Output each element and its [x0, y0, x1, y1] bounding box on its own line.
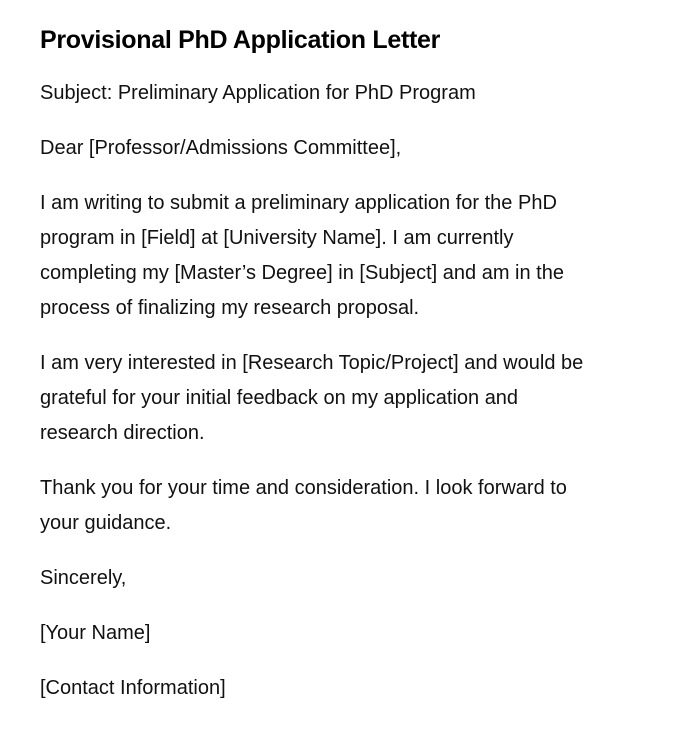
body-paragraph-1-line-2: program in [Field] at [University Name]. I am currently: [40, 227, 514, 249]
body-paragraph-2-line-3: research direction.: [40, 422, 205, 444]
body-paragraph-3-line-2: your guidance.: [40, 512, 172, 534]
body-paragraph-1-line-3: completing my [Master’s Degree] in [Subject] and am in the: [40, 262, 564, 284]
body-paragraph-3-line-1: Thank you for your time and consideration. I look forward to: [40, 477, 567, 499]
body-paragraph-3: [40, 471, 640, 541]
letter-closing: Sincerely,: [40, 567, 127, 589]
body-paragraph-2-line-2: grateful for your initial feedback on my application and: [40, 387, 519, 409]
letter-subject: Subject: Preliminary Application for PhD Program: [40, 82, 476, 104]
contact-information: [Contact Information]: [40, 677, 226, 699]
body-paragraph-2: [40, 346, 640, 451]
body-paragraph-1-line-4: process of finalizing my research proposal.: [40, 297, 420, 319]
letter-salutation: Dear [Professor/Admissions Committee],: [40, 137, 402, 159]
letter-title: Provisional PhD Application Letter: [40, 26, 441, 54]
body-paragraph-1-line-1: I am writing to submit a preliminary application for the PhD: [40, 192, 557, 214]
signature-name: [Your Name]: [40, 622, 151, 644]
body-paragraph-2-line-1: I am very interested in [Research Topic/Project] and would be: [40, 352, 584, 374]
body-paragraph-1: [40, 186, 640, 326]
